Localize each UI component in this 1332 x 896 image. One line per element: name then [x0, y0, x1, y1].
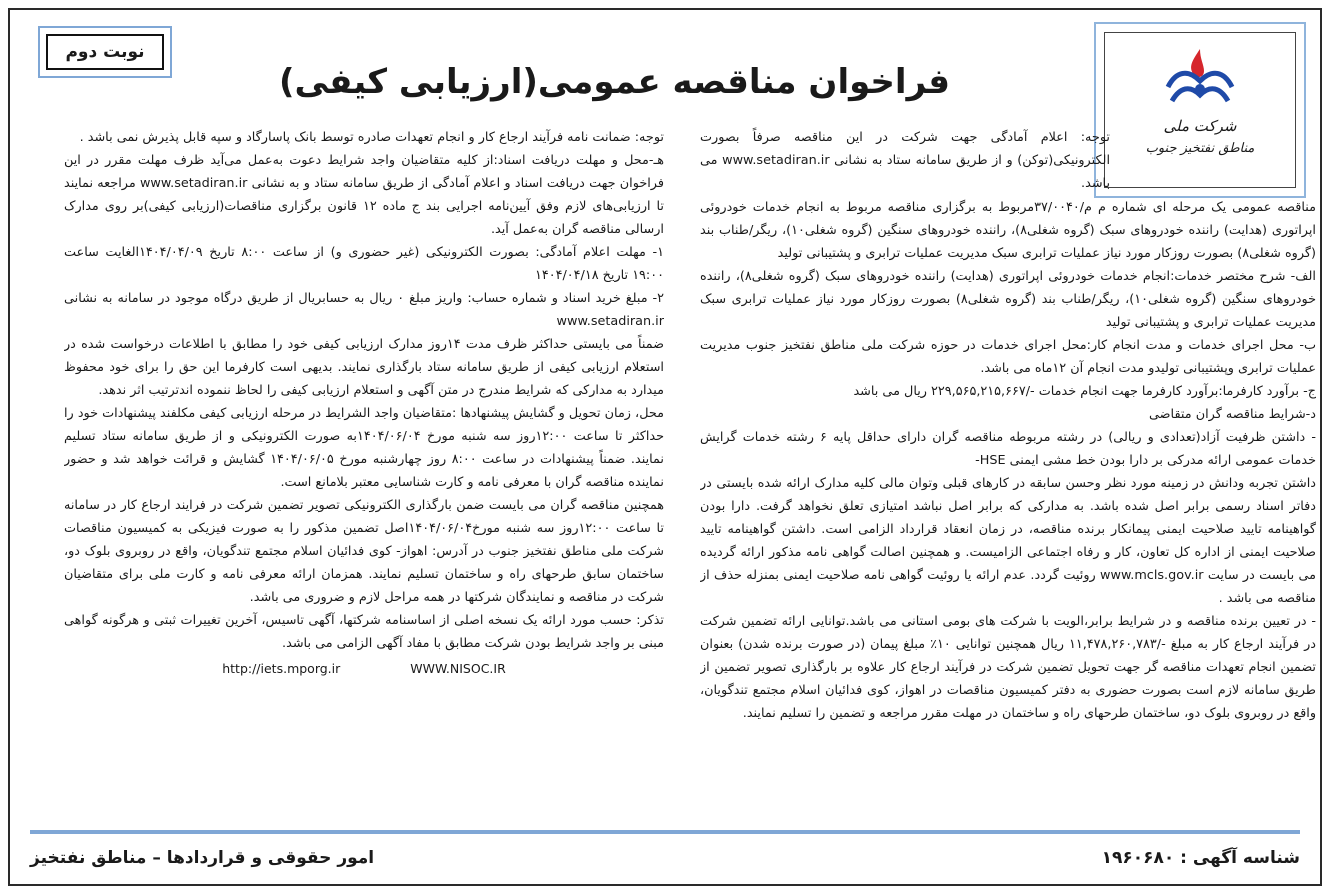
paragraph: ج- برآورد کارفرما:برآورد کارفرما جهت انجام خدمات -/۲۲۹,۵۶۵,۲۱۵,۶۶۷ ریال می باشد [853, 384, 1316, 399]
paragraph: ۱- مهلت اعلام آمادگی: بصورت الکترونیکی (غیر حضوری و) از ساعت ۸:۰۰ تاریخ ۱۴۰۴/۰۴/۰۹الغایت ساعت ۱۹:۰۰ تاریخ ۱۴۰۴/۰۴/۱۸ [64, 245, 664, 283]
notice-note [700, 126, 1110, 202]
logo-region-name: مناطق نفتخیز جنوب [1145, 141, 1255, 156]
paragraph: محل، زمان تحویل و گشایش پیشنهادها :متقاضیان واجد الشرایط در مرحله ارزیابی کیفی مکلفند پیشنهادات خود را حداکثر تا ساعت ۱۲:۰۰روز سه شنبه مورخ ۱۴۰۴/۰۶/۰۴به صورت الکترونیکی و از طریق سامانه ستاد تسلیم نمایند. ضمناً پیشنهادات در ساعت ۸:۰۰ روز چهارشنبه مورخ ۱۴۰۴/۰۶/۰۵ گشایش و قرائت خواهد شد و حضور نماینده مناقصه گران با معرفی نامه و کارت شناسایی معتبر بلامانع است. [64, 406, 664, 490]
footer-divider [30, 830, 1300, 834]
website-link-iets[interactable]: http://iets.mporg.ir [222, 661, 341, 676]
paragraph: - در تعیین برنده مناقصه و در شرایط برابر،الویت با شرکت های بومی استانی می باشد.توانایی ارائه تضمین شرکت در فرآیند ارجاع کار به مبلغ -/۱۱,۴۷۸,۲۶۰,۷۸۳ ریال همچنین توانایی ۱۰٪ مبلغ پیمان (در صورت برنده شدن) بعنوان تضمین انجام تعهدات مناقصه گر جهت تحویل تضمین شرکت در فرآیند ارجاع کار علاوه بر بارگذاری تصویر تضمین از طریق سامانه لازم است بصورت حضوری به دفتر کمیسیون مناقصات در اهواز، کوی فدائیان اسلام مجتمع تندگویان، واقع در روبروی بلوک دو، ساختمان طرحهای راه و ساختمان در مهلت مقرر مراجعه و تضمین را تسلیم نمایند. [700, 614, 1316, 721]
left-column [64, 126, 664, 826]
right-column [700, 196, 1316, 826]
note-text: توجه: اعلام آمادگی جهت شرکت در این مناقصه صرفاً بصورت الکترونیکی(توکن) و از طریق سامانه ستاد به نشانی www.setadiran.ir می باشد. [700, 130, 1110, 191]
website-links [64, 657, 664, 680]
paragraph: - داشتن ظرفیت آزاد(تعدادی و ریالی) در رشته مربوطه مناقصه گران دارای حداقل پایه ۶ رشته خدمات گرایش خدمات عمومی ارائه مدرکی بر دارا بودن خط مشی ایمنی HSE- [700, 430, 1316, 468]
publication-round-label: نوبت دوم [46, 34, 164, 70]
paragraph: مناقصه عمومی یک مرحله ای شماره م م/۳۷/۰۰۴۰مربوط به برگزاری مناقصه مربوط به انجام خدمات خودروئی اپراتوری (هدایت) راننده خودروهای سبک (گروه شغلی۸)، راننده خودروهای سنگین (گروه شغلی۱۰)، ریگر/طناب بند (گروه شغلی۸) بصورت روزکار مورد نیاز عملیات ترابری سبک مدیریت عملیات ترابری و پشتیبانی تولید [700, 200, 1316, 261]
paragraph: ۲- مبلغ خرید اسناد و شماره حساب: واریز مبلغ ۰ ریال به حسابریال از طریق درگاه موجود در سامانه به نشانی www.setadiran.ir [64, 291, 664, 329]
paragraph: داشتن تجربه ودانش در زمینه مورد نظر وحسن سابقه در کارهای قبلی وتوان مالی کلیه مدارک ارائه شده بایستی در دفاتر اسناد رسمی برابر اصل شده باشد. به مدارکی که برابر اصل نباشد امتیازی تعلق نخواهد گرفت. دارا بودن گواهینامه تایید صلاحیت ایمنی پیمانکار برنده مناقصه، در زمان انعقاد قرارداد الزامی است. داشتن گواهینامه تایید صلاحیت ایمنی از اداره کل تعاون، کار و رفاه اجتماعی الزامیست. و همچنین اصالت گواهی نامه مذکور ارائه گردیده می بایست در سایت www.mcls.gov.ir روئیت گردد. عدم ارائه یا روئیت گواهی نامه صلاحیت ایمنی بمنزله حذف از مناقصه می باشد . [700, 476, 1316, 606]
company-logo-box [1094, 22, 1306, 198]
national-oil-company-logo-icon [1158, 47, 1242, 109]
logo-company-name: شرکت ملی [1163, 117, 1237, 135]
paragraph: ب- محل اجرای خدمات و مدت انجام کار:محل اجرای خدمات در حوزه شرکت ملی مناطق نفتخیز جنوب مدیریت عملیات ترابری وپشتیبانی تولیدو مدت انجام آن ۱۲ماه می باشد. [700, 338, 1316, 376]
paragraph: ضمناً می بایستی حداکثر ظرف مدت ۱۴روز مدارک ارزیابی کیفی خود را مطابق با اطلاعات درخواست شده در استعلام ارزیابی کیفی از طریق سامانه ستاد بارگذاری نمایند. بدیهی است کارفرما این حق را برای خود محفوظ میدارد به مدارکی که شرایط مندرج در متن آگهی و استعلام ارزیابی کیفی را لحاظ ننموده اندترتیب اثر ندهد. [64, 337, 664, 398]
ad-id: شناسه آگهی : ۱۹۶۰۶۸۰ [1101, 848, 1300, 868]
paragraph: هـ-محل و مهلت دریافت اسناد:از کلیه متقاضیان واجد شرایط دعوت به‌عمل می‌آید ظرف مهلت مقرر در این فراخوان جهت دریافت اسناد و اعلام آمادگی از طریق سامانه ستاد و به نشانی www.setadiran.ir مراجعه نمایند تا ارزیابی‌های لازم وفق آیین‌نامه اجرایی بند ج ماده ۱۲ قانون برگزاری مناقصات(ارزیابی کیفی)بر روی مدارک ارسالی مناقصه گران به‌عمل آید. [64, 153, 664, 237]
website-link-nisoc[interactable]: WWW.NISOC.IR [410, 661, 506, 676]
footer [30, 836, 1300, 880]
paragraph: توجه: ضمانت نامه فرآیند ارجاع کار و انجام تعهدات صادره توسط بانک پاسارگاد و سپه قابل پذیرش نمی باشد . [79, 130, 664, 145]
page-title: فراخوان مناقصه عمومی(ارزیابی کیفی) [278, 62, 950, 102]
advertisement-page [8, 8, 1322, 886]
publication-round-badge [38, 26, 172, 78]
department-name: امور حقوقی و قراردادها – مناطق نفتخیز [30, 848, 375, 868]
paragraph: الف- شرح مختصر خدمات:انجام خدمات خودروئی اپراتوری (هدایت) راننده خودروهای سبک (گروه شغلی۸)، راننده خودروهای سنگین (گروه شغلی۱۰)، ریگر/طناب بند (گروه شغلی۸) بصورت روزکار مورد نیاز عملیات ترابری سبک مدیریت عملیات ترابری و پشتیبانی تولید [700, 269, 1316, 330]
paragraph: د-شرایط مناقصه گران متقاضی [1149, 407, 1316, 422]
paragraph: تذکر: حسب مورد ارائه یک نسخه اصلی از اساسنامه شرکتها، آگهی تاسیس، آخرین تغییرات ثبتی و هرگونه گواهی مبنی بر واجد شرایط بودن شرکت مطابق با مفاد آگهی الزامی می باشد. [64, 613, 664, 651]
paragraph: همچنین مناقصه گران می بایست ضمن بارگذاری الکترونیکی تصویر تضمین شرکت در فرایند ارجاع کار در سامانه تا ساعت ۱۲:۰۰روز سه شنبه مورخ۱۴۰۴/۰۶/۰۴اصل تضمین مذکور را به صورت فیزیکی به کمیسیون مناقصات شرکت ملی مناطق نفتخیز جنوب در آدرس: اهواز- کوی فدائیان اسلام مجتمع تندگویان، واقع در روبروی بلوک دو، ساختمان سابق طرحهای راه و ساختمان تسلیم نمایند. همزمان ارائه معرفی نامه و کارت ملی برای متقاضیان شرکت در مناقصه و نمایندگان شرکتها در همه مراحل لازم و ضروری می باشد. [64, 498, 664, 605]
